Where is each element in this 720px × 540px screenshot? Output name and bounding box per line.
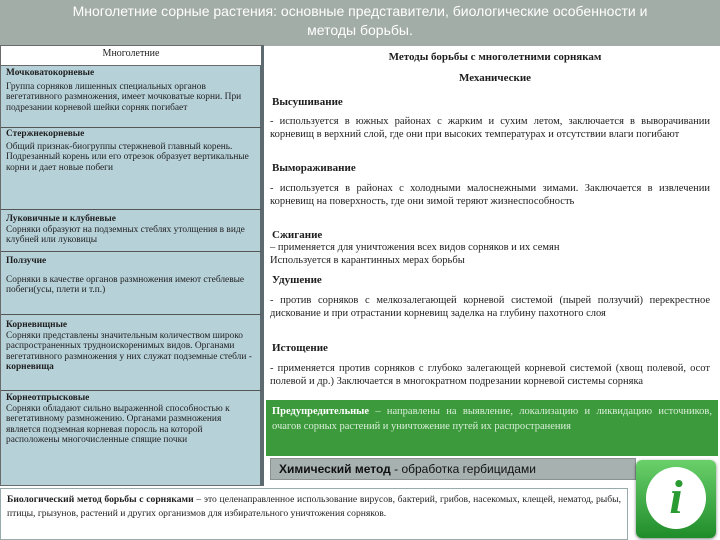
- group-block-root-sprouting: [6, 393, 258, 446]
- divider: [1, 314, 261, 315]
- group-text-bold-tail: корневища: [6, 362, 54, 373]
- group-text: [6, 331, 258, 373]
- info-icon: i: [646, 467, 706, 529]
- biological-text: – это целенаправленное использование вирусов, бактерий, грибов, насекомых, клещей, нематод, рыбы, птицы, грызунов, растений и других организмов для избирательного уничтожения сорняков.: [7, 494, 621, 519]
- info-button[interactable]: [636, 460, 718, 540]
- group-title: Корнеотпрысковые: [6, 393, 90, 403]
- divider: [1, 390, 261, 391]
- group-title: Мочковатокорневые: [6, 68, 95, 78]
- slide-title-line2: методы борьбы.: [307, 22, 413, 38]
- chemical-heading: Химический метод: [279, 462, 391, 476]
- group-title: Стержнекорневые: [6, 129, 85, 139]
- method-heading-drying: Высушивание: [272, 96, 343, 108]
- preventive-text: – направлены на выявление, локализацию и ликвидацию источников, очагов сорных растений и уничтожение путей их распространения: [272, 406, 712, 432]
- group-text: Группа сорняков лишенных специальных органов вегетативного размножения, имеет мочковатые корни. При подрезании корневой шейки сорняк погибает: [6, 81, 242, 113]
- preventive-heading: Предупредительные: [272, 406, 370, 417]
- divider: [1, 251, 261, 252]
- chemical-method-box: [270, 458, 636, 480]
- method-heading-freezing: Вымораживание: [272, 162, 356, 174]
- group-block-bulbous: [6, 214, 258, 246]
- method-text-smothering: - против сорняков с мелкозалегающей корневой системой (пырей ползучий) перекрестное дискование и при отрастании корневищ заделка на глубину пахотного слоя: [270, 295, 710, 319]
- group-text: Сорняки в качестве органов размножения имеют стеблевые побеги(усы, плети и т.п.): [6, 274, 245, 296]
- group-block-taproot: [6, 129, 258, 173]
- weed-groups-header: Многолетние: [1, 46, 261, 66]
- slide-title-line1: Многолетние сорные растения: основные представители, биологические особенности и: [72, 3, 648, 19]
- method-text-drying: - используется в южных районах с жарким и сухим летом, заключается в выворачивании корневищ в верхний слой, где они при высоких температурах и отсутствии влаги погибают: [270, 116, 710, 140]
- group-text-main: Сорняки представлены значительным количеством широко распространенных трудноискоренимых видов. Органами вегетативного размножения у них служат подземные стебли -: [6, 330, 252, 362]
- group-block-rhizomatous: [6, 320, 258, 373]
- group-block-fibrous-root: [6, 68, 258, 113]
- method-heading-depletion: Истощение: [272, 342, 328, 354]
- group-text: Общий признак-биогруппы стержневой главный корень. Подрезанный корень или его отрезок образует вертикальные корни и дает новые побеги: [6, 141, 249, 173]
- group-text: Сорняки образуют на подземных стеблях утолщения в виде клубней или луковицы: [6, 224, 245, 246]
- group-title: Луковичные и клубневые: [6, 214, 116, 224]
- divider: [1, 209, 261, 210]
- group-text: Сорняки обладают сильно выраженной способностью к вегетативному размножению. Органами размножения является подземная корневая поросль на которой расположены многочисленные спящие почки: [6, 403, 230, 446]
- preventive-methods-box: [266, 400, 718, 456]
- method-text-freezing: - используется в районах с холодными малоснежными зимами. Заключается в извлечении корневищ на поверхность, где они зимой теряют жизнеспособность: [270, 183, 710, 207]
- method-text-burning: – применяется для уничтожения всех видов сорняков и их семян Используется в карантинных мерах борьбы: [270, 242, 560, 266]
- group-title: Корневищные: [6, 320, 68, 330]
- method-heading-smothering: Удушение: [272, 274, 322, 286]
- methods-title: Методы борьбы с многолетними сорнякам: [388, 51, 602, 63]
- chemical-text: - обработка гербицидами: [390, 462, 536, 476]
- group-title: Ползучие: [6, 256, 47, 266]
- biological-method-box: [0, 488, 628, 540]
- method-heading-burning: Сжигание: [272, 229, 323, 241]
- divider: [1, 127, 261, 128]
- weed-groups-panel: [0, 45, 264, 486]
- group-block-creeping: [6, 256, 258, 296]
- slide-title: [0, 0, 720, 46]
- biological-heading: Биологический метод борьбы с сорняками: [7, 494, 194, 505]
- methods-subtitle: Механические: [458, 72, 532, 84]
- method-text-depletion: - применяется против сорняков с глубоко залегающей корневой системой (хвощ полевой, осот полевой и др.) Заключается в многократном подрезании корневой системы сорняка: [270, 363, 710, 387]
